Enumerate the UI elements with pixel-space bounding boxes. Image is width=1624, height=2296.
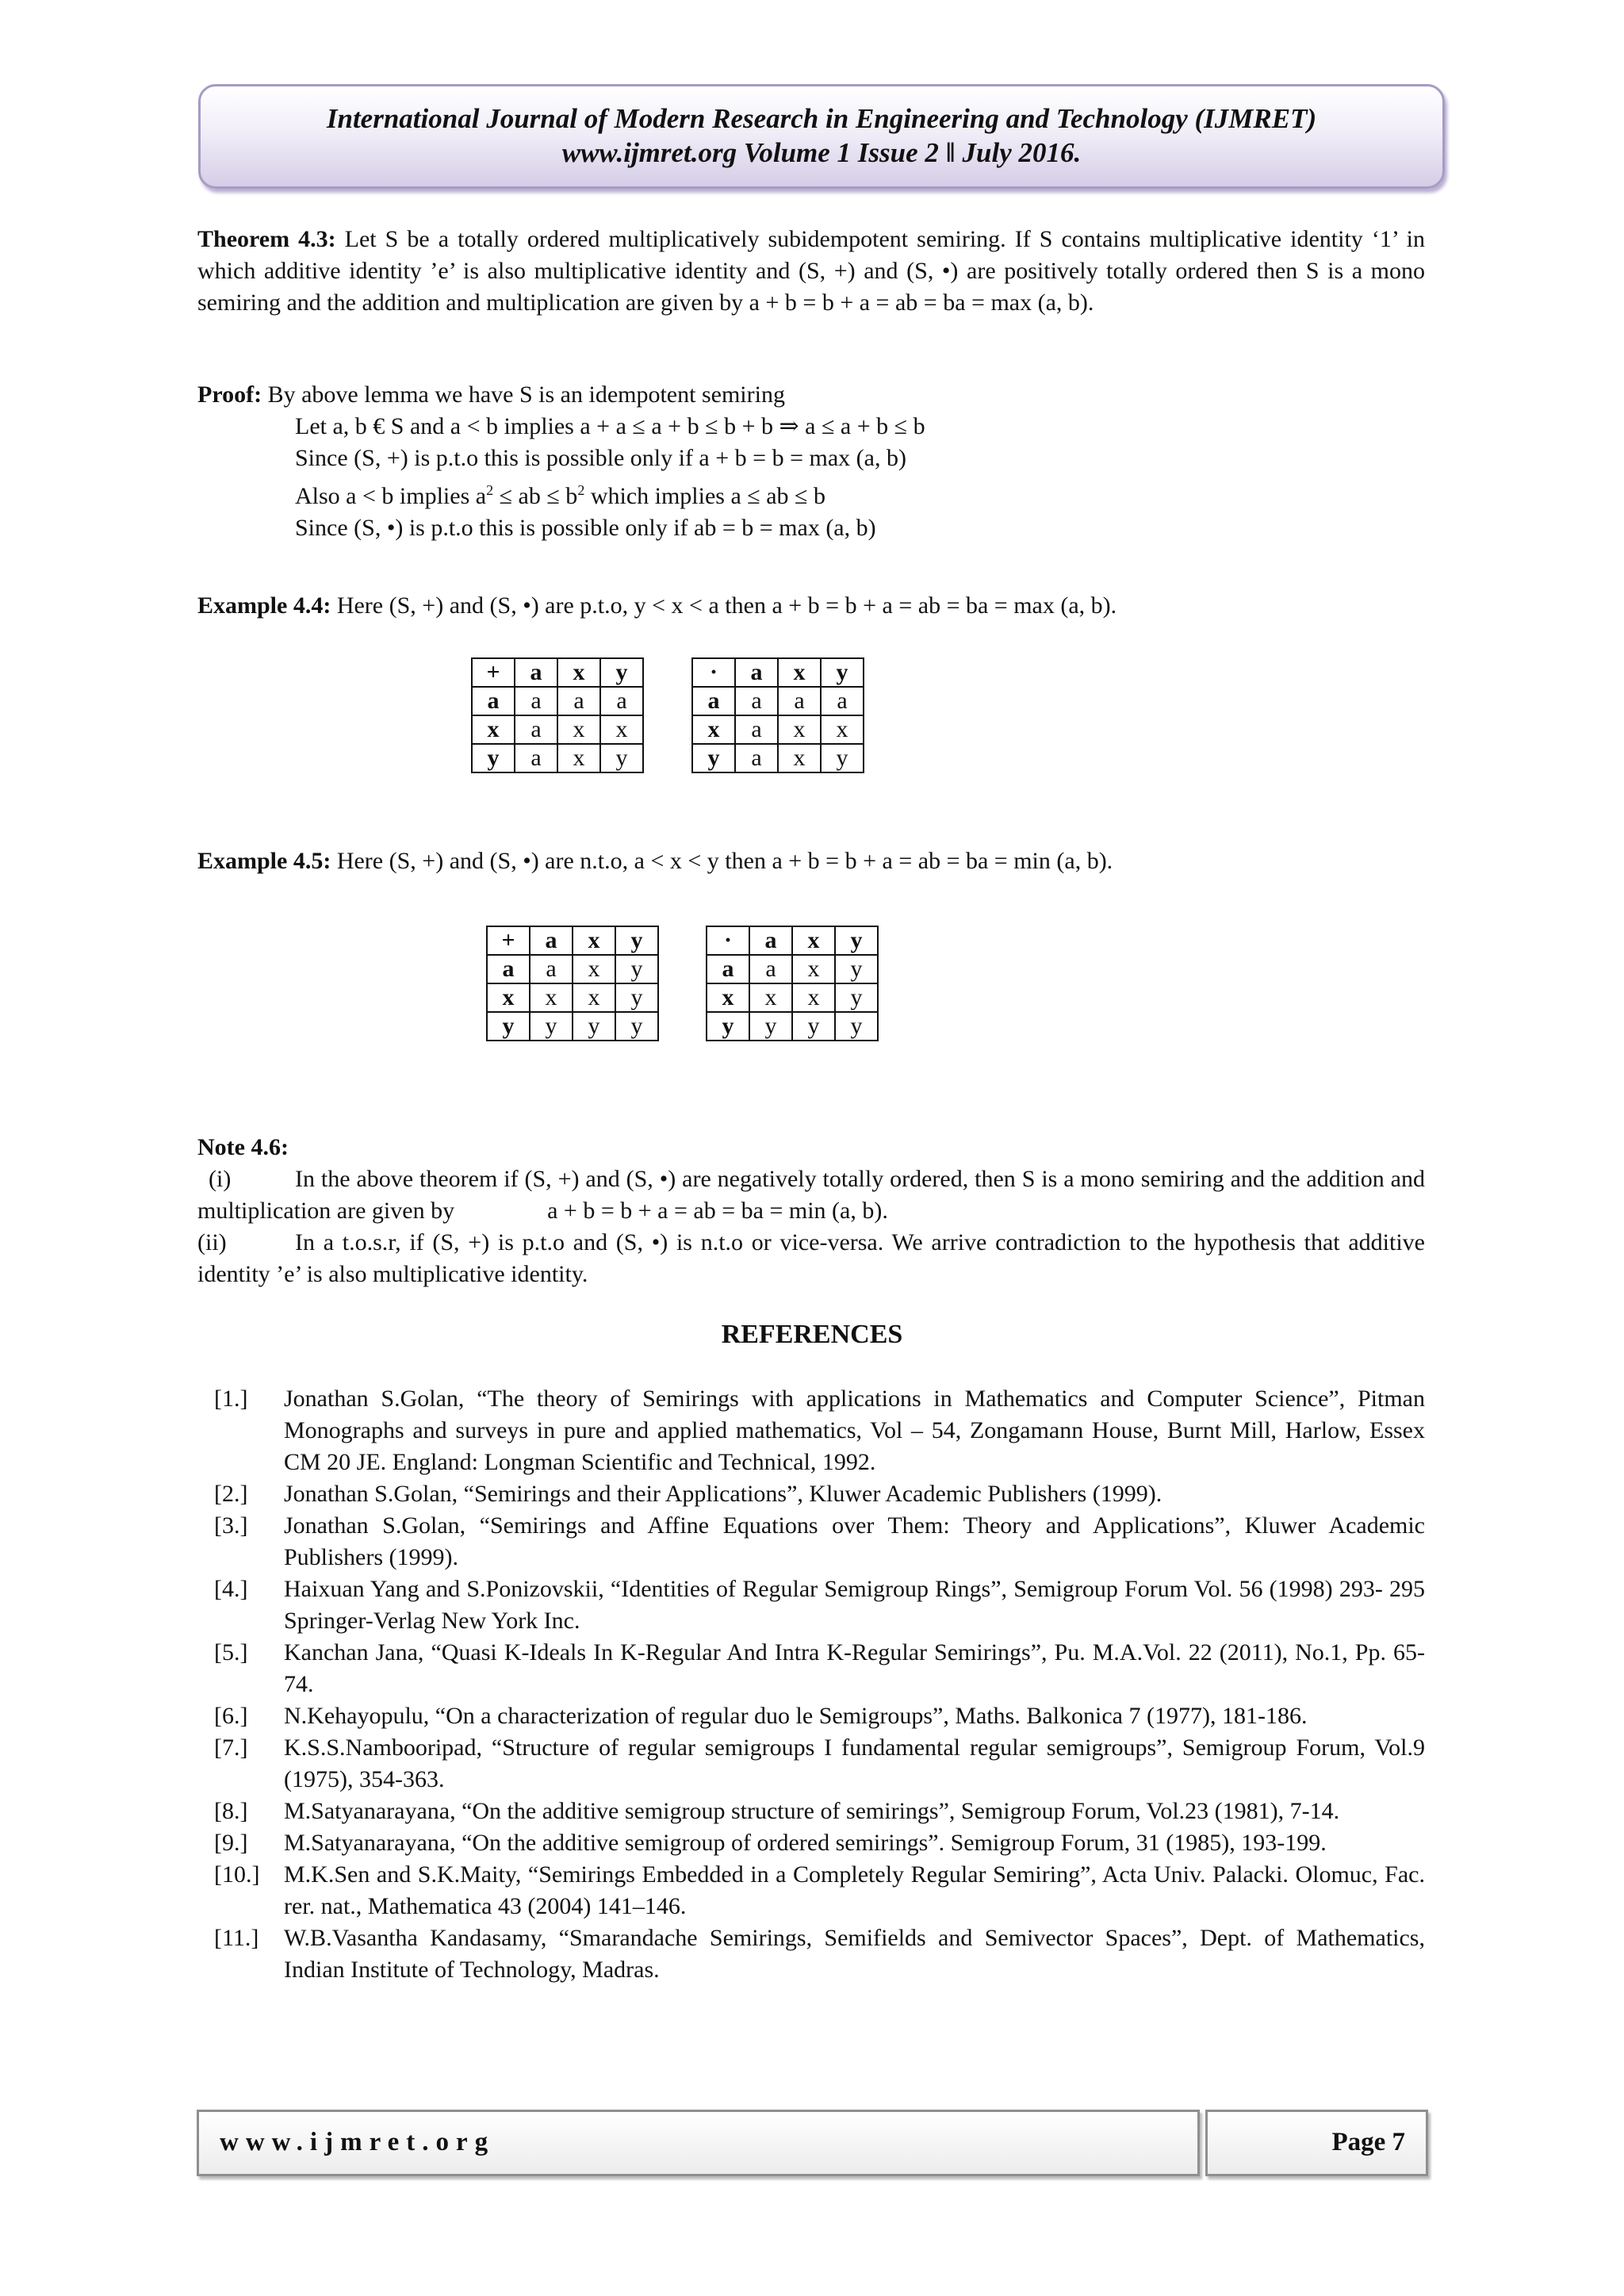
table-cell: a bbox=[735, 687, 778, 715]
table-cell: x bbox=[557, 744, 600, 772]
table-row bbox=[487, 926, 658, 955]
table-row bbox=[707, 983, 878, 1012]
table-cell: x bbox=[792, 955, 835, 983]
table-cell: y bbox=[835, 955, 878, 983]
example-4-4 bbox=[197, 590, 1425, 622]
table-row bbox=[487, 983, 658, 1012]
table-cell: y bbox=[472, 744, 515, 772]
theorem-4-3 bbox=[197, 224, 1425, 319]
table-cell: y bbox=[835, 983, 878, 1012]
example-4-5 bbox=[197, 845, 1425, 877]
table-cell: x bbox=[573, 983, 615, 1012]
reference-item: [9.] M.Satyanarayana, “On the additive semigroup of ordered semirings”. Semigroup Forum, 31 (1985), 193-199. bbox=[214, 1830, 1327, 1856]
table-cell: x bbox=[573, 926, 615, 955]
table-cell: y bbox=[615, 926, 658, 955]
table-cell: a bbox=[735, 658, 778, 687]
theorem-label: Theorem 4.3: bbox=[197, 226, 336, 252]
table-cell: y bbox=[835, 926, 878, 955]
table-cell: x bbox=[707, 983, 749, 1012]
theorem-text: Let S be a totally ordered multiplicatively subidempotent semiring. If S contains multiplicative identity ‘1’ in which additive identity ’e’ is also multiplicative identity and (S, +) and (S, •) are positively totally ordered then S is a mono semiring and the addition and multiplication are given by a + b = b + a = ab = ba = max (a, b). bbox=[197, 226, 1425, 316]
table-cell: y bbox=[707, 1012, 749, 1041]
note-label: Note 4.6: bbox=[197, 1134, 289, 1160]
table-cell: y bbox=[821, 744, 864, 772]
table-cell: y bbox=[530, 1012, 573, 1041]
reference-item: [5.] Kanchan Jana, “Quasi K-Ideals In K-Regular And Intra K-Regular Semirings”, Pu. M.A.Vol. 22 (2011), No.1, Pp. 65-74. bbox=[214, 1639, 1425, 1697]
table-cell: y bbox=[835, 1012, 878, 1041]
table-cell: x bbox=[692, 715, 735, 744]
table-cell: · bbox=[707, 926, 749, 955]
reference-item: [3.] Jonathan S.Golan, “Semirings and Affine Equations over Them: Theory and Applications”, Kluwer Academic Publishers (1999). bbox=[214, 1512, 1425, 1570]
table-cell: a bbox=[530, 955, 573, 983]
table-row bbox=[707, 1012, 878, 1041]
table-cell: a bbox=[749, 926, 792, 955]
reference-item: [6.] N.Kehayopulu, “On a characterization of regular duo le Semigroups”, Maths. Balkonica 7 (1977), 181-186. bbox=[214, 1703, 1308, 1729]
table-row bbox=[692, 658, 864, 687]
table-cell: x bbox=[573, 955, 615, 983]
references-list bbox=[214, 1383, 1425, 1986]
table-cell: x bbox=[530, 983, 573, 1012]
table-cell: a bbox=[515, 744, 557, 772]
table-cell: x bbox=[778, 658, 821, 687]
footer-site: www.ijmret.org bbox=[220, 2128, 496, 2156]
table-cell: y bbox=[792, 1012, 835, 1041]
table-cell: y bbox=[692, 744, 735, 772]
table-cell: y bbox=[821, 658, 864, 687]
reference-item: [1.] Jonathan S.Golan, “The theory of Semirings with applications in Mathematics and Computer Science”, Pitman Monographs and surveys in pure and applied mathematics, Vol – 54, Zongamann House, Burnt Mill, Harlow, Essex CM 20 JE. England: Longman Scientific and Technical, 1992. bbox=[214, 1386, 1425, 1475]
table-row bbox=[692, 687, 864, 715]
table-cell: a bbox=[557, 687, 600, 715]
table-cell: x bbox=[749, 983, 792, 1012]
table-cell: y bbox=[487, 1012, 530, 1041]
proof-text: By above lemma we have S is an idempotent semiring bbox=[262, 381, 785, 408]
table-row bbox=[707, 926, 878, 955]
table-cell: a bbox=[472, 687, 515, 715]
table-row bbox=[487, 955, 658, 983]
proof-line: Let a, b € S and a < b implies a + a ≤ a + b ≤ b + b ⇒ a ≤ a + b ≤ b bbox=[295, 413, 925, 439]
table-cell: a bbox=[735, 715, 778, 744]
journal-header bbox=[198, 84, 1445, 189]
references-heading: REFERENCES bbox=[721, 1320, 903, 1349]
multiplication-table-4-5 bbox=[706, 926, 879, 1041]
table-cell: a bbox=[778, 687, 821, 715]
proof-line: Since (S, +) is p.t.o this is possible only if a + b = b = max (a, b) bbox=[295, 445, 906, 471]
table-cell: x bbox=[792, 926, 835, 955]
table-row bbox=[472, 715, 643, 744]
note-item-ii: (ii) In a t.o.s.r, if (S, +) is p.t.o and (S, •) is n.t.o or vice-versa. We arrive contradiction to the hypothesis that additive identity ’e’ is also multiplicative identity. bbox=[197, 1229, 1425, 1287]
proof-line: Also a < b implies $a^2$ ≤ ab ≤ $b^2$ which implies a ≤ ab ≤ b bbox=[295, 482, 826, 509]
table-cell: y bbox=[749, 1012, 792, 1041]
table-row bbox=[472, 744, 643, 772]
table-cell: a bbox=[515, 658, 557, 687]
table-cell: y bbox=[615, 1012, 658, 1041]
table-cell: + bbox=[472, 658, 515, 687]
table-row bbox=[707, 955, 878, 983]
table-row bbox=[472, 687, 643, 715]
footer-page-box bbox=[1205, 2110, 1428, 2176]
reference-item: [10.] M.K.Sen and S.K.Maity, “Semirings Embedded in a Completely Regular Semiring”, Acta Univ. Palacki. Olomuc, Fac. rer. nat., Mathematica 43 (2004) 141–146. bbox=[214, 1861, 1425, 1919]
reference-item: [11.] W.B.Vasantha Kandasamy, “Smarandache Semirings, Semifields and Semivector Spaces”, Dept. of Mathematics, Indian Institute of Technology, Madras. bbox=[214, 1925, 1425, 1983]
addition-table-4-4 bbox=[471, 657, 644, 773]
table-cell: y bbox=[615, 983, 658, 1012]
table-cell: · bbox=[692, 658, 735, 687]
page-number: Page 7 bbox=[1331, 2128, 1405, 2156]
table-cell: + bbox=[487, 926, 530, 955]
table-cell: a bbox=[600, 687, 643, 715]
table-cell: y bbox=[615, 955, 658, 983]
reference-item: [4.] Haixuan Yang and S.Ponizovskii, “Identities of Regular Semigroup Rings”, Semigroup Forum Vol. 56 (1998) 293- 295 Springer-Verlag New York Inc. bbox=[214, 1576, 1425, 1634]
table-row bbox=[472, 658, 643, 687]
table-cell: y bbox=[600, 658, 643, 687]
table-cell: a bbox=[707, 955, 749, 983]
addition-table-4-5 bbox=[486, 926, 659, 1041]
note-item-i: (i) In the above theorem if (S, +) and (S, •) are negatively totally ordered, then S is a mono semiring and the addition and multiplication are given by a + b = b + a = ab = ba = min (a, b). bbox=[197, 1166, 1425, 1224]
table-cell: a bbox=[692, 687, 735, 715]
table-cell: y bbox=[600, 744, 643, 772]
table-cell: a bbox=[735, 744, 778, 772]
table-cell: a bbox=[515, 687, 557, 715]
table-cell: a bbox=[487, 955, 530, 983]
example-label: Example 4.5: bbox=[197, 848, 331, 874]
table-cell: x bbox=[487, 983, 530, 1012]
table-cell: a bbox=[515, 715, 557, 744]
proof-line: Since (S, •) is p.t.o this is possible only if ab = b = max (a, b) bbox=[295, 515, 876, 541]
table-cell: x bbox=[600, 715, 643, 744]
example-text: Here (S, +) and (S, •) are p.t.o, y < x < a then a + b = b + a = ab = ba = max (a, b). bbox=[331, 592, 1117, 619]
table-cell: x bbox=[778, 744, 821, 772]
table-cell: x bbox=[472, 715, 515, 744]
table-cell: y bbox=[573, 1012, 615, 1041]
table-cell: x bbox=[557, 715, 600, 744]
table-cell: x bbox=[792, 983, 835, 1012]
reference-item: [8.] M.Satyanarayana, “On the additive semigroup structure of semirings”, Semigroup Forum, Vol.23 (1981), 7-14. bbox=[214, 1798, 1340, 1824]
table-row bbox=[692, 715, 864, 744]
note-4-6 bbox=[197, 1132, 1425, 1290]
page-footer bbox=[197, 2110, 1428, 2176]
table-row bbox=[487, 1012, 658, 1041]
journal-issue: www.ijmret.org Volume 1 Issue 2 ǁ July 2016. bbox=[561, 137, 1082, 168]
reference-item: [7.] K.S.S.Nambooripad, “Structure of regular semigroups I fundamental regular semigroups”, Semigroup Forum, Vol.9 (1975), 354-363. bbox=[214, 1734, 1425, 1792]
table-cell: a bbox=[530, 926, 573, 955]
table-cell: a bbox=[749, 955, 792, 983]
reference-item: [2.] Jonathan S.Golan, “Semirings and their Applications”, Kluwer Academic Publishers (1999). bbox=[214, 1481, 1162, 1507]
table-row bbox=[692, 744, 864, 772]
table-cell: a bbox=[821, 687, 864, 715]
journal-title: International Journal of Modern Research in Engineering and Technology (IJMRET) bbox=[326, 103, 1317, 134]
proof-label: Proof: bbox=[197, 381, 262, 408]
footer-site-box bbox=[197, 2110, 1200, 2176]
table-cell: x bbox=[778, 715, 821, 744]
table-cell: x bbox=[821, 715, 864, 744]
table-cell: x bbox=[557, 658, 600, 687]
multiplication-table-4-4 bbox=[691, 657, 864, 773]
example-label: Example 4.4: bbox=[197, 592, 331, 619]
proof bbox=[197, 379, 1425, 544]
example-text: Here (S, +) and (S, •) are n.t.o, a < x < y then a + b = b + a = ab = ba = min (a, b). bbox=[331, 848, 1113, 874]
